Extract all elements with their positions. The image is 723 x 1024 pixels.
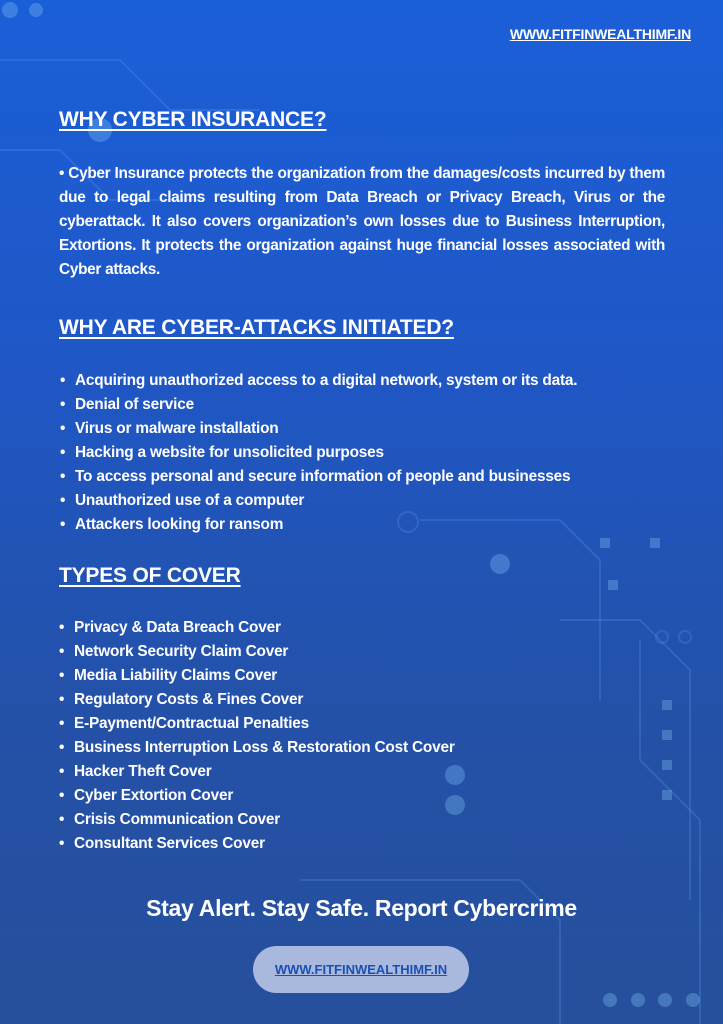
list-item: • Crisis Communication Cover — [59, 808, 455, 832]
list-item: • Consultant Services Cover — [59, 832, 455, 856]
cover-types-list — [59, 616, 455, 856]
tagline: Stay Alert. Stay Safe. Report Cybercrime — [146, 895, 577, 921]
website-link-top[interactable]: WWW.FITFINWEALTHIMF.IN — [509, 26, 691, 42]
website-link-label[interactable]: WWW.FITFINWEALTHIMF.IN — [274, 962, 448, 977]
list-item: • Hacker Theft Cover — [59, 760, 455, 784]
list-item: • To access personal and secure information of people and businesses — [60, 465, 577, 489]
list-item: • Attackers looking for ransom — [60, 513, 577, 537]
heading-types-of-cover: TYPES OF COVER — [59, 564, 241, 587]
list-item: • Regulatory Costs & Fines Cover — [59, 688, 455, 712]
why-cyber-insurance-paragraph: • Cyber Insurance protects the organization from the damages/costs incurred by them due to legal claims resulting from Data Breach or Privacy Breach, Virus or the cyberattack. It also covers organization’s own losses due to Business Interruption, Extortions. It protects the organization against huge financial losses associated with Cyber attacks. — [59, 165, 665, 278]
list-item: • Business Interruption Loss & Restoration Cost Cover — [59, 736, 455, 760]
list-item: • Acquiring unauthorized access to a digital network, system or its data. — [60, 369, 577, 393]
list-item: • Unauthorized use of a computer — [60, 489, 577, 513]
heading-why-attacks: WHY ARE CYBER-ATTACKS INITIATED? — [59, 316, 454, 339]
list-item: • E-Payment/Contractual Penalties — [59, 712, 455, 736]
heading-why-cyber-insurance: WHY CYBER INSURANCE? — [59, 108, 327, 131]
list-item: • Virus or malware installation — [60, 417, 577, 441]
list-item: • Hacking a website for unsolicited purposes — [60, 441, 577, 465]
list-item: • Network Security Claim Cover — [59, 640, 455, 664]
list-item: • Privacy & Data Breach Cover — [59, 616, 455, 640]
website-link-button[interactable] — [253, 946, 469, 993]
list-item: • Cyber Extortion Cover — [59, 784, 455, 808]
list-item: • Media Liability Claims Cover — [59, 664, 455, 688]
attack-reasons-list — [60, 369, 577, 537]
list-item: • Denial of service — [60, 393, 577, 417]
